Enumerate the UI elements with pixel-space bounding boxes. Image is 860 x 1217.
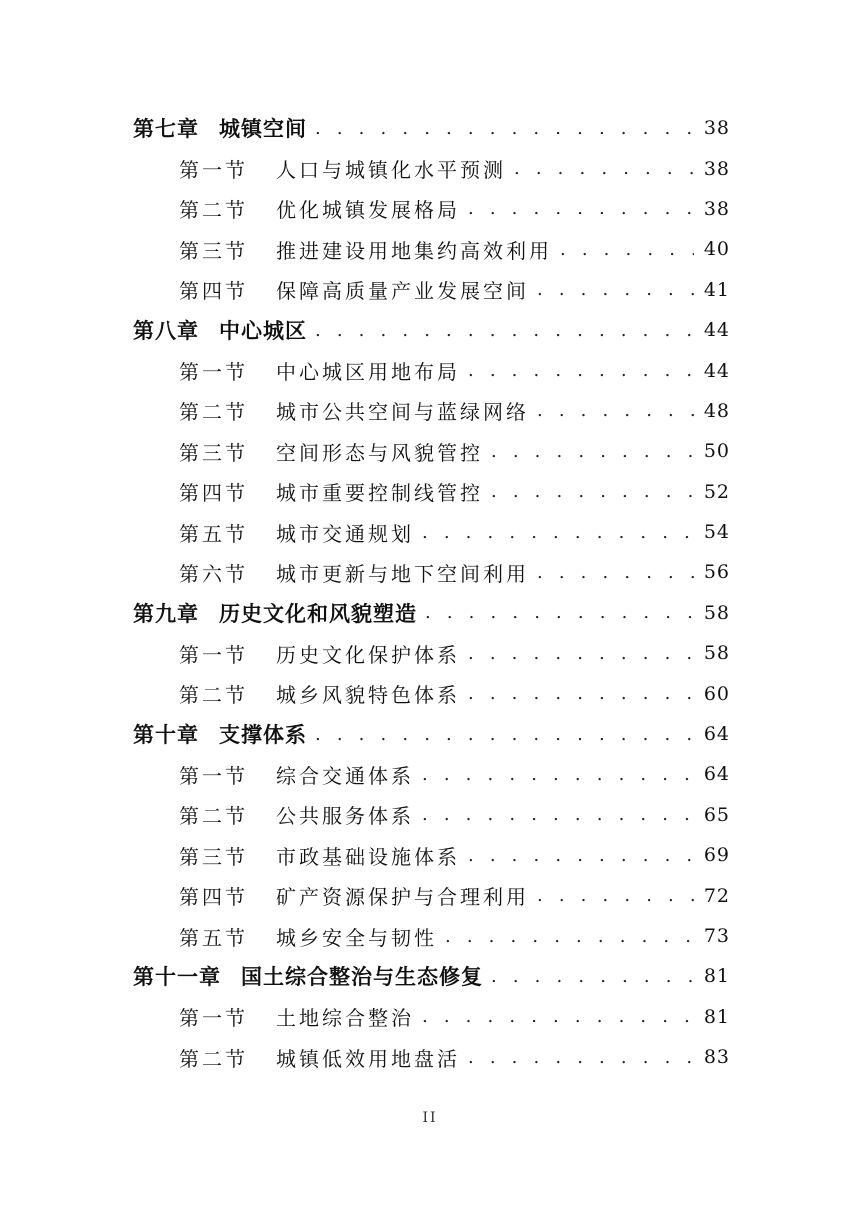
chapter-label: 第八章 xyxy=(133,319,199,344)
toc-page-number: 64 xyxy=(703,723,730,746)
toc-leader-dots xyxy=(537,885,694,906)
section-label: 第五节 xyxy=(179,925,248,950)
toc-page-number: 64 xyxy=(703,763,730,786)
toc-leader-dots xyxy=(468,1047,694,1068)
chapter-label: 第七章 xyxy=(133,117,199,142)
toc-entry-section[interactable] xyxy=(133,875,730,915)
toc-page-number: 38 xyxy=(703,157,730,180)
toc-entry-section[interactable] xyxy=(133,754,730,794)
toc-entry-section[interactable] xyxy=(133,431,730,471)
section-label: 第六节 xyxy=(179,561,248,586)
section-title: 城镇低效用地盘活 xyxy=(276,1046,460,1071)
section-label: 第四节 xyxy=(179,481,248,506)
toc-entry-section[interactable] xyxy=(133,350,730,390)
toc-leader-dots xyxy=(491,441,694,462)
section-label: 第三节 xyxy=(179,844,248,869)
section-title: 历史文化保护体系 xyxy=(276,642,460,667)
toc-entry-section[interactable] xyxy=(133,391,730,431)
toc-entry-chapter[interactable] xyxy=(133,956,730,996)
toc-entry-section[interactable] xyxy=(133,148,730,188)
section-label: 第二节 xyxy=(179,198,248,223)
section-label: 第三节 xyxy=(179,238,248,263)
toc-leader-dots xyxy=(425,602,694,623)
toc-leader-dots xyxy=(468,643,694,664)
toc-leader-dots xyxy=(422,804,694,825)
section-label: 第二节 xyxy=(179,804,248,829)
section-title: 空间形态与风貌管控 xyxy=(276,440,483,465)
toc-entry-chapter[interactable] xyxy=(133,108,730,148)
section-title: 优化城镇发展格局 xyxy=(276,198,460,223)
toc-page-number: 60 xyxy=(703,682,730,705)
section-title: 保障高质量产业发展空间 xyxy=(276,279,529,304)
section-title: 城市重要控制线管控 xyxy=(276,481,483,506)
toc-entry-section[interactable] xyxy=(133,835,730,875)
section-label: 第二节 xyxy=(179,1046,248,1071)
section-title: 城市公共空间与蓝绿网络 xyxy=(276,400,529,425)
toc-leader-dots xyxy=(422,522,694,543)
toc-leader-dots xyxy=(537,279,694,300)
toc-entry-section[interactable] xyxy=(133,229,730,269)
section-label: 第二节 xyxy=(179,683,248,708)
toc-page-number: 44 xyxy=(703,359,730,382)
section-label: 第一节 xyxy=(179,763,248,788)
toc-page-number: 83 xyxy=(703,1046,730,1069)
toc-leader-dots xyxy=(315,118,694,139)
page-number: II xyxy=(422,1110,438,1126)
toc-leader-dots xyxy=(445,926,694,947)
toc-entry-section[interactable] xyxy=(133,1037,730,1077)
section-label: 第四节 xyxy=(179,279,248,304)
section-title: 综合交通体系 xyxy=(276,763,414,788)
toc-entry-section[interactable] xyxy=(133,795,730,835)
toc-leader-dots xyxy=(315,320,694,341)
section-title: 城乡安全与韧性 xyxy=(276,925,437,950)
section-title: 城市更新与地下空间利用 xyxy=(276,561,529,586)
toc-leader-dots xyxy=(468,683,694,704)
toc-leader-dots xyxy=(468,198,694,219)
toc-page-number: 54 xyxy=(703,521,730,544)
toc-leader-dots xyxy=(315,724,694,745)
toc-entry-section[interactable] xyxy=(133,189,730,229)
section-label: 第一节 xyxy=(179,360,248,385)
section-title: 中心城区用地布局 xyxy=(276,360,460,385)
chapter-title: 历史文化和风貌塑造 xyxy=(219,601,417,626)
toc-page-number: 56 xyxy=(703,561,730,584)
toc-entry-section[interactable] xyxy=(133,472,730,512)
section-title: 推进建设用地集约高效利用 xyxy=(276,238,552,263)
toc-leader-dots xyxy=(537,562,694,583)
toc-entry-section[interactable] xyxy=(133,270,730,310)
table-of-contents xyxy=(133,108,730,1077)
toc-page-number: 81 xyxy=(703,1005,730,1028)
toc-page-number: 69 xyxy=(703,844,730,867)
toc-page-number: 72 xyxy=(703,884,730,907)
toc-page-number: 41 xyxy=(703,278,730,301)
toc-page-number: 81 xyxy=(703,965,730,988)
section-label: 第三节 xyxy=(179,440,248,465)
toc-entry-section[interactable] xyxy=(133,997,730,1037)
toc-entry-section[interactable] xyxy=(133,552,730,592)
chapter-title: 国土综合整治与生态修复 xyxy=(241,965,483,990)
toc-page-number: 40 xyxy=(703,238,730,261)
section-label: 第一节 xyxy=(179,642,248,667)
section-title: 人口与城镇化水平预测 xyxy=(276,158,506,183)
toc-page-number: 44 xyxy=(703,319,730,342)
toc-leader-dots xyxy=(491,966,694,987)
section-title: 城市交通规划 xyxy=(276,521,414,546)
toc-leader-dots xyxy=(422,764,694,785)
section-title: 公共服务体系 xyxy=(276,804,414,829)
section-title: 城乡风貌特色体系 xyxy=(276,683,460,708)
toc-page-number: 65 xyxy=(703,803,730,826)
section-label: 第一节 xyxy=(179,1006,248,1031)
section-title: 市政基础设施体系 xyxy=(276,844,460,869)
toc-entry-chapter[interactable] xyxy=(133,593,730,633)
toc-leader-dots xyxy=(560,239,694,260)
toc-page-number: 50 xyxy=(703,440,730,463)
toc-entry-section[interactable] xyxy=(133,512,730,552)
section-title: 土地综合整治 xyxy=(276,1006,414,1031)
section-label: 第四节 xyxy=(179,885,248,910)
toc-page-number: 38 xyxy=(703,197,730,220)
toc-entry-chapter[interactable] xyxy=(133,714,730,754)
toc-entry-section[interactable] xyxy=(133,916,730,956)
toc-leader-dots xyxy=(537,400,694,421)
toc-leader-dots xyxy=(514,158,694,179)
section-label: 第五节 xyxy=(179,521,248,546)
toc-page-number: 58 xyxy=(703,601,730,624)
toc-leader-dots xyxy=(422,1006,694,1027)
toc-entry-section[interactable] xyxy=(133,673,730,713)
section-title: 矿产资源保护与合理利用 xyxy=(276,885,529,910)
toc-page-number: 38 xyxy=(703,117,730,140)
toc-leader-dots xyxy=(468,360,694,381)
toc-leader-dots xyxy=(491,481,694,502)
chapter-label: 第九章 xyxy=(133,601,199,626)
toc-page-number: 58 xyxy=(703,642,730,665)
toc-page-number: 48 xyxy=(703,399,730,422)
chapter-title: 城镇空间 xyxy=(219,117,307,142)
toc-page-number: 73 xyxy=(703,925,730,947)
section-label: 第一节 xyxy=(179,158,248,183)
toc-entry-chapter[interactable] xyxy=(133,310,730,350)
chapter-title: 中心城区 xyxy=(219,319,307,344)
chapter-title: 支撑体系 xyxy=(219,723,307,748)
toc-entry-section[interactable] xyxy=(133,633,730,673)
chapter-label: 第十一章 xyxy=(133,965,221,990)
toc-leader-dots xyxy=(468,845,694,866)
toc-page-number: 52 xyxy=(703,480,730,503)
section-label: 第二节 xyxy=(179,400,248,425)
chapter-label: 第十章 xyxy=(133,723,199,748)
